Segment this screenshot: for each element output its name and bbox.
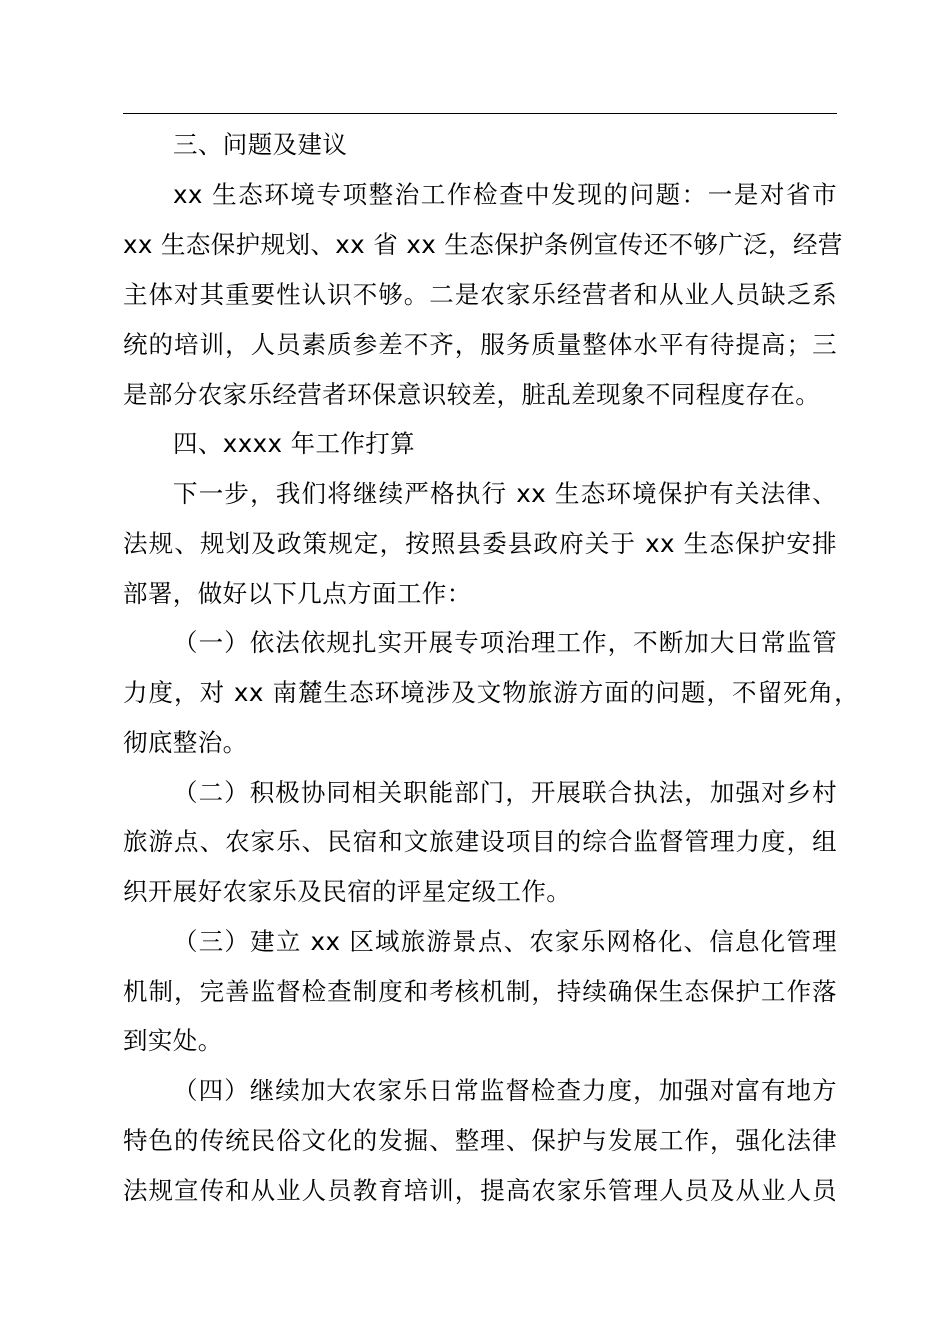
paragraph-line: （二）积极协同相关职能部门，开展联合执法，加强对乡村 xyxy=(173,778,837,807)
paragraph-line: xx 生态环境专项整治工作检查中发现的问题：一是对省市 xyxy=(173,180,837,209)
paragraph-line: 部署，做好以下几点方面工作： xyxy=(123,579,472,608)
paragraph-line: 是部分农家乐经营者环保意识较差，脏乱差现象不同程度存在。 xyxy=(123,380,821,409)
paragraph-line: 法规宣传和从业人员教育培训，提高农家乐管理人员及从业人员 xyxy=(123,1176,837,1205)
paragraph-line: 统的培训，人员素质参差不齐，服务质量整体水平有待提高；三 xyxy=(123,330,837,359)
paragraph-line: 彻底整治。 xyxy=(123,728,248,757)
section-heading-problems: 三、问题及建议 xyxy=(173,130,348,159)
paragraph-line: 下一步，我们将继续严格执行 xx 生态环境保护有关法律、 xyxy=(173,479,837,508)
paragraph-line: 机制，完善监督检查制度和考核机制，持续确保生态保护工作落 xyxy=(123,977,837,1006)
paragraph-line: 力度，对 xx 南麓生态环境涉及文物旅游方面的问题，不留死角， xyxy=(123,678,859,707)
paragraph-line: xx 生态保护规划、xx 省 xx 生态保护条例宣传还不够广泛，经营 xyxy=(123,230,843,259)
paragraph-line: （三）建立 xx 区域旅游景点、农家乐网格化、信息化管理 xyxy=(173,927,837,956)
header-rule xyxy=(123,113,837,114)
paragraph-line: 法规、规划及政策规定，按照县委县政府关于 xx 生态保护安排 xyxy=(123,529,837,558)
paragraph-line: 主体对其重要性认识不够。二是农家乐经营者和从业人员缺乏系 xyxy=(123,280,837,309)
paragraph-line: 特色的传统民俗文化的发掘、整理、保护与发展工作，强化法律 xyxy=(123,1126,837,1155)
paragraph-line: （一）依法依规扎实开展专项治理工作，不断加大日常监管 xyxy=(173,628,837,657)
paragraph-line: （四）继续加大农家乐日常监督检查力度，加强对富有地方 xyxy=(173,1076,837,1105)
paragraph-line: 旅游点、农家乐、民宿和文旅建设项目的综合监督管理力度，组 xyxy=(123,827,837,856)
paragraph-line: 到实处。 xyxy=(123,1026,223,1055)
section-heading-plan: 四、xxxx 年工作打算 xyxy=(173,429,416,458)
paragraph-line: 织开展好农家乐及民宿的评星定级工作。 xyxy=(123,877,572,906)
